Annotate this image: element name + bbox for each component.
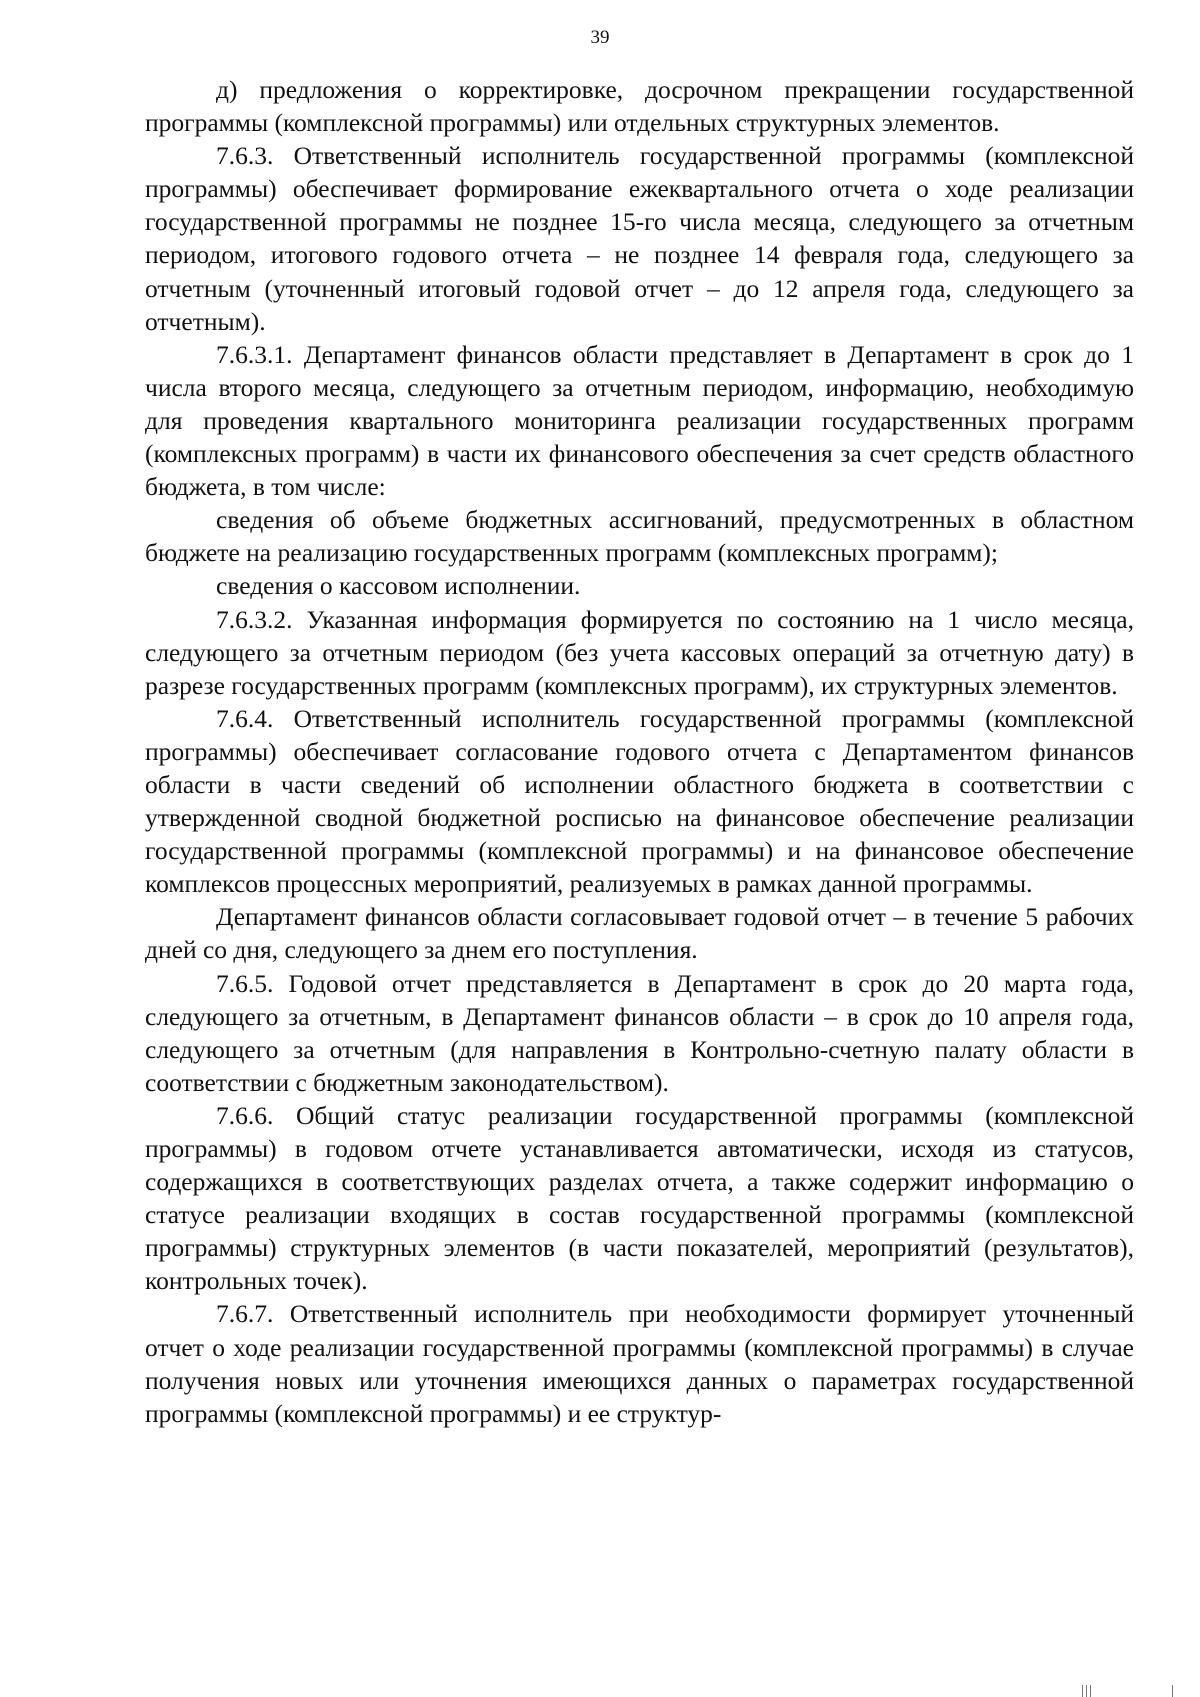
paragraph-7-6-4: 7.6.4. Ответственный исполнитель государственной программы (комплексной программы) обеспечивает согласование годового отчета с Департаментом финансов области в части сведений об исполнении областного бюджета в соответствии с утвержденной сводной бюджетной росписью на финансовое обеспечение реализации государственной программы (комплексной программы) и на финансовое обеспечение комплексов процессных мероприятий, реализуемых в рамках данной программы. [145, 703, 1134, 899]
paragraph-cash-execution: сведения о кассовом исполнении. [216, 571, 581, 601]
paragraph-approval: Департамент финансов области согласовывает годовой отчет – в течение 5 рабочих дней со дня, следующего за днем его поступления. [145, 902, 1134, 965]
document-body [145, 73, 1134, 1430]
paragraph-7-6-6: 7.6.6. Общий статус реализации государственной программы (комплексной программы) в годовом отчете устанавливается автоматически, исходя из статусов, содержащихся в соответствующих разделах отчета, а также содержит информацию о статусе реализации входящих в состав государственной программы (комплексной программы) структурных элементов (в части показателей, мероприятий (результатов), контрольных точек). [145, 1100, 1134, 1296]
page-number: 39 [590, 27, 610, 48]
paragraph-7-6-7: 7.6.7. Ответственный исполнитель при необходимости формирует уточненный отчет о ходе реализации государственной программы (комплексной программы) в случае получения новых или уточнения имеющихся данных о параметрах государственной программы (комплексной программы) и ее структур- [145, 1299, 1134, 1428]
scan-artifact-marks [1080, 1683, 1180, 1697]
paragraph-allocations: сведения об объеме бюджетных ассигнований, предусмотренных в областном бюджете на реализацию государственных программ (комплексных программ); [145, 505, 1134, 568]
paragraph-proposals: д) предложения о корректировке, досрочном прекращении государственной программы (комплексной программы) или отдельных структурных элементов. [145, 75, 1134, 138]
paragraph-7-6-3: 7.6.3. Ответственный исполнитель государственной программы (комплексной программы) обеспечивает формирование ежеквартального отчета о ходе реализации государственной программы не позднее 15-го числа месяца, следующего за отчетным периодом, итогового годового отчета – не позднее 14 февраля года, следующего за отчетным (уточненный итоговый годовой отчет – до 12 апреля года, следующего за отчетным). [145, 141, 1134, 336]
paragraph-7-6-3-2: 7.6.3.2. Указанная информация формируется по состоянию на 1 число месяца, следующего за отчетным периодом (без учета кассовых операций за отчетную дату) в разрезе государственных программ (комплексных программ), их структурных элементов. [145, 604, 1134, 700]
paragraph-7-6-5: 7.6.5. Годовой отчет представляется в Департамент в срок до 20 марта года, следующего за отчетным, в Департамент финансов области – в срок до 10 апреля года, следующего за отчетным (для направления в Контрольно-счетную палату области в соответствии с бюджетным законодательством). [145, 968, 1134, 1097]
paragraph-7-6-3-1: 7.6.3.1. Департамент финансов области представляет в Департамент в срок до 1 числа второго месяца, следующего за отчетным периодом, информацию, необходимую для проведения квартального мониторинга реализации государственных программ (комплексных программ) в части их финансового обеспечения за счет средств областного бюджета, в том числе: [145, 339, 1134, 502]
